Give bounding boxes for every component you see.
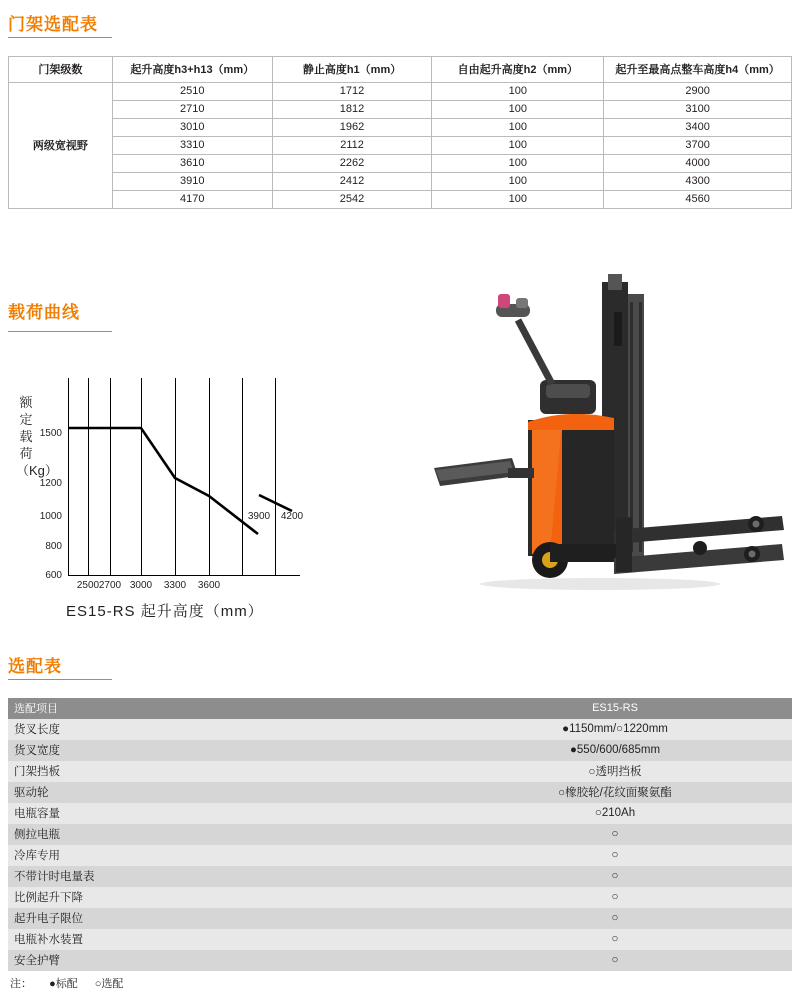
cell-extended-height: 4560 (604, 191, 792, 209)
options-section-title: 选配表 (8, 657, 62, 676)
cell-closed-height: 2412 (272, 173, 432, 191)
option-item-value: ○ (438, 845, 792, 866)
list-item (8, 824, 792, 845)
list-item (8, 950, 792, 971)
chart-x-axis-caption: ES15-RS 起升高度（mm） (66, 603, 264, 620)
mast-row-group-label: 两级宽视野 (9, 83, 113, 209)
option-item-label: 安全护臂 (8, 950, 438, 971)
option-item-label: 冷库专用 (8, 845, 438, 866)
table-row (9, 137, 792, 155)
chart-x-tick: 3600 (197, 580, 221, 591)
chart-y-axis-label: 额定载荷（Kg） (16, 395, 58, 478)
list-item (8, 740, 792, 761)
option-item-value: ○透明挡板 (438, 761, 792, 782)
option-item-value: ○ (438, 929, 792, 950)
option-item-value: ○ (438, 950, 792, 971)
list-item (8, 719, 792, 740)
cell-lift-height: 4170 (112, 191, 272, 209)
cell-closed-height: 2262 (272, 155, 432, 173)
table-row (9, 119, 792, 137)
chart-y-tick: 1000 (39, 511, 62, 522)
cell-extended-height: 4000 (604, 155, 792, 173)
cell-extended-height: 3700 (604, 137, 792, 155)
table-row (9, 191, 792, 209)
mast-col-lift-height: 起升高度h3+h13（mm） (112, 57, 272, 83)
mast-col-free-lift: 自由起升高度h2（mm） (432, 57, 604, 83)
mast-options-section (8, 10, 792, 209)
cell-closed-height: 2542 (272, 191, 432, 209)
mast-col-extended-height: 起升至最高点整车高度h4（mm） (604, 57, 792, 83)
chart-curve-series (10, 348, 340, 598)
cell-closed-height: 2112 (272, 137, 432, 155)
list-item (8, 803, 792, 824)
list-item (8, 782, 792, 803)
chart-y-tick: 1500 (39, 428, 62, 439)
options-table (8, 698, 792, 971)
chart-x-tick-secondary: 4200 (280, 511, 304, 522)
cell-closed-height: 1712 (272, 83, 432, 101)
cell-free-lift: 100 (432, 83, 604, 101)
mast-title-divider (8, 37, 112, 38)
list-item (8, 929, 792, 950)
list-item (8, 866, 792, 887)
option-item-label: 门架挡板 (8, 761, 438, 782)
cell-free-lift: 100 (432, 101, 604, 119)
options-title-divider (8, 679, 112, 680)
table-header-row (9, 57, 792, 83)
cell-extended-height: 4300 (604, 173, 792, 191)
chart-x-tick-secondary: 3900 (247, 511, 271, 522)
options-note (8, 975, 792, 991)
option-item-value: ●550/600/685mm (438, 740, 792, 761)
option-item-label: 电瓶容量 (8, 803, 438, 824)
option-item-value: ○210Ah (438, 803, 792, 824)
cell-free-lift: 100 (432, 173, 604, 191)
options-header-row (8, 698, 792, 719)
table-row (9, 155, 792, 173)
curve-title-divider (8, 331, 112, 332)
option-item-value: ○ (438, 908, 792, 929)
option-item-value: ○ (438, 866, 792, 887)
note-standard: ●标配 (49, 978, 78, 990)
mast-section-title: 门架选配表 (8, 15, 98, 34)
cell-free-lift: 100 (432, 191, 604, 209)
cell-lift-height: 3310 (112, 137, 272, 155)
option-item-value: ○橡胶轮/花纹面聚氨酯 (438, 782, 792, 803)
chart-x-tick: 3300 (163, 580, 187, 591)
cell-lift-height: 2710 (112, 101, 272, 119)
cell-extended-height: 2900 (604, 83, 792, 101)
list-item (8, 845, 792, 866)
note-label: 注： (10, 978, 32, 990)
list-item (8, 887, 792, 908)
options-col-model: ES15-RS (438, 698, 792, 719)
stacker-truck-svg (400, 272, 790, 602)
option-item-label: 驱动轮 (8, 782, 438, 803)
cell-extended-height: 3400 (604, 119, 792, 137)
stacker-truck-illustration (400, 272, 790, 602)
options-col-item: 选配项目 (8, 698, 438, 719)
chart-y-tick: 1200 (39, 478, 62, 489)
option-item-label: 起升电子限位 (8, 908, 438, 929)
load-curve-chart (10, 348, 340, 620)
mast-col-grade: 门架级数 (9, 57, 113, 83)
option-item-value: ●1150mm/○1220mm (438, 719, 792, 740)
option-item-label: 侧拉电瓶 (8, 824, 438, 845)
mast-options-table (8, 56, 792, 209)
chart-x-tick: 2500 (76, 580, 100, 591)
table-row (9, 83, 792, 101)
cell-closed-height: 1962 (272, 119, 432, 137)
cell-free-lift: 100 (432, 137, 604, 155)
table-row (9, 173, 792, 191)
cell-free-lift: 100 (432, 119, 604, 137)
option-item-label: 比例起升下降 (8, 887, 438, 908)
cell-extended-height: 3100 (604, 101, 792, 119)
option-item-label: 电瓶补水装置 (8, 929, 438, 950)
chart-y-tick: 800 (45, 541, 62, 552)
note-optional: ○选配 (94, 978, 124, 990)
option-item-value: ○ (438, 824, 792, 845)
list-item (8, 908, 792, 929)
curve-section-title: 载荷曲线 (8, 303, 80, 322)
option-item-label: 货叉长度 (8, 719, 438, 740)
option-item-label: 不带计时电量表 (8, 866, 438, 887)
cell-free-lift: 100 (432, 155, 604, 173)
list-item (8, 761, 792, 782)
cell-lift-height: 3610 (112, 155, 272, 173)
mast-col-closed-height: 静止高度h1（mm） (272, 57, 432, 83)
cell-lift-height: 3010 (112, 119, 272, 137)
options-section (8, 652, 792, 991)
chart-x-tick: 2700 (98, 580, 122, 591)
cell-closed-height: 1812 (272, 101, 432, 119)
cell-lift-height: 2510 (112, 83, 272, 101)
cell-lift-height: 3910 (112, 173, 272, 191)
option-item-label: 货叉宽度 (8, 740, 438, 761)
chart-x-tick: 3000 (129, 580, 153, 591)
table-row (9, 101, 792, 119)
option-item-value: ○ (438, 887, 792, 908)
chart-y-tick: 600 (45, 570, 62, 581)
